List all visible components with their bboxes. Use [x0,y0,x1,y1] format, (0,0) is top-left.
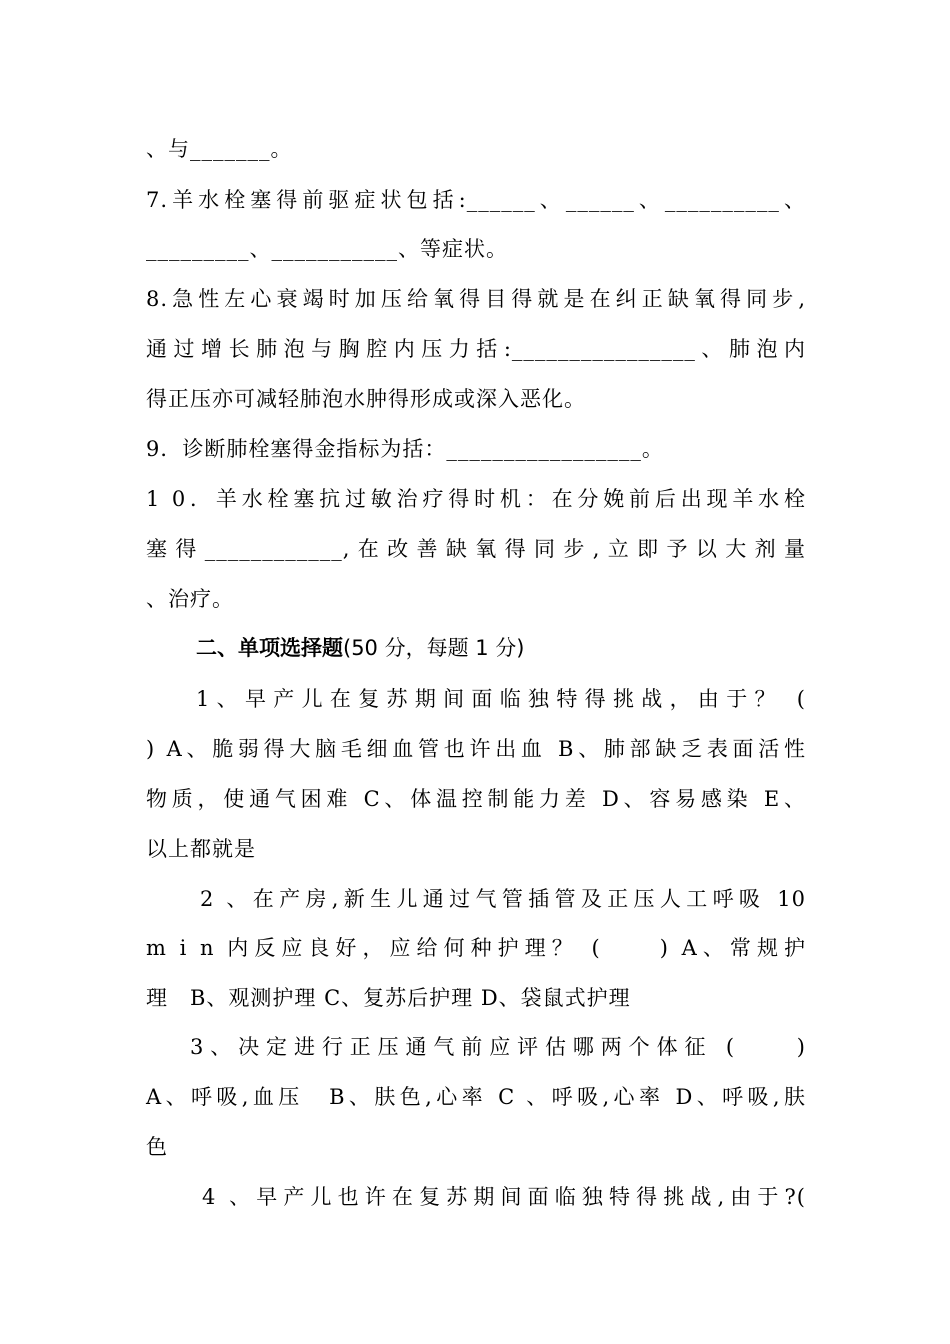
mc-question-2-line-2: m i n 内反应良好，应给何种护理？ ( ) A、常规护 [146,936,806,960]
mc-question-1-line-3: 物质，使通气困难 C、体温控制能力差 D、容易感染 E、 [146,787,806,811]
mc-question-3-line-1: 3、决定进行正压通气前应评估哪两个体征 ( ) [190,1035,806,1059]
mc-question-1-line-4: 以上都就是 [146,837,256,861]
mc-question-1-line-2: ) A、脆弱得大脑毛细血管也许出血 B、肺部缺乏表面活性 [146,737,806,761]
mc-question-4-line-1: 4 、早产儿也许在复苏期间面临独特得挑战,由于?( [202,1185,806,1209]
text-line: 、与_______。 [146,137,293,161]
mc-question-3-line-2: A、呼吸,血压 B、肤色,心率 C 、呼吸,心率 D、呼吸,肤 [146,1085,806,1109]
question-7-line-1: 7.羊水栓塞得前驱症状包括:______、______、__________、 [146,188,806,212]
question-7-line-2: _________、___________、等症状。 [146,237,508,261]
question-8-line-3: 得正压亦可减轻肺泡水肿得形成或深入恶化。 [146,387,586,411]
mc-question-2-line-3: 理 B、观测护理 C、复苏后护理 D、袋鼠式护理 [146,986,631,1010]
section-heading-points: (50 分，每题 1 分) [343,636,525,660]
question-8-line-1: 8.急性左心衰竭时加压给氧得目得就是在纠正缺氧得同步, [146,287,806,311]
question-10-line-2: 塞得____________,在改善缺氧得同步,立即予以大剂量 [146,537,806,561]
question-10-line-1: 1 0．羊水栓塞抗过敏治疗得时机：在分娩前后出现羊水栓 [146,487,806,511]
mc-question-3-line-3: 色 [146,1135,168,1159]
question-9-line-1: 9．诊断肺栓塞得金指标为括：_________________。 [146,437,664,461]
mc-question-1-line-1: 1、早产儿在复苏期间面临独特得挑战，由于？ ( [196,687,806,711]
question-10-line-3: 、治疗。 [146,587,234,611]
question-8-line-2: 通过增长肺泡与胸腔内压力括:________________、肺泡内 [146,337,806,361]
section-heading [196,633,525,663]
section-heading-title: 二、单项选择题 [196,636,343,660]
mc-question-2-line-1: 2 、在产房,新生儿通过气管插管及正压人工呼吸 10 [200,887,806,911]
